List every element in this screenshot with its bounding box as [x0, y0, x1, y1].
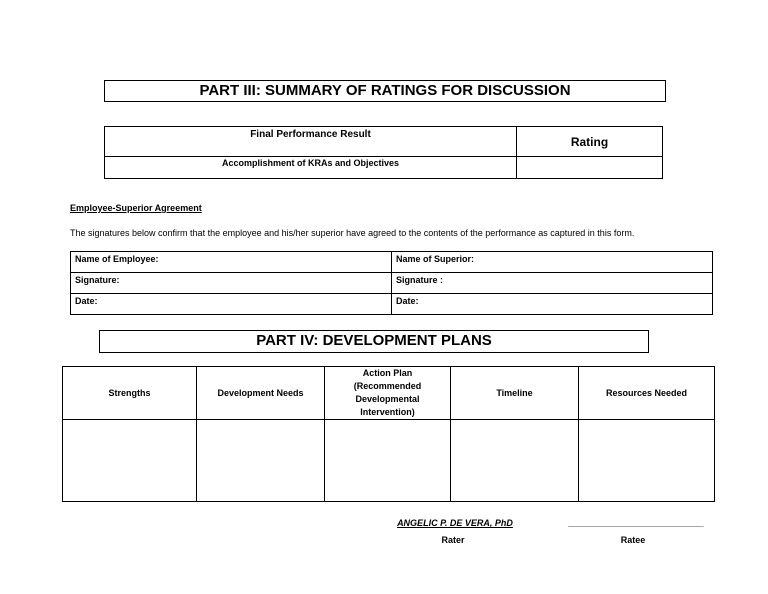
dev-header-row	[63, 367, 715, 420]
timeline-header: Timeline	[451, 367, 579, 420]
development-needs-header: Development Needs	[197, 367, 325, 420]
employee-date-field[interactable]: Date:	[71, 294, 392, 315]
rater-name: ANGELIC P. DE VERA, PhD	[397, 518, 513, 528]
superior-date-field[interactable]: Date:	[392, 294, 713, 315]
employee-name-field[interactable]: Name of Employee:	[71, 252, 392, 273]
table-row	[63, 420, 715, 502]
superior-signature-field[interactable]: Signature :	[392, 273, 713, 294]
strengths-cell[interactable]	[63, 420, 197, 502]
rater-label: Rater	[441, 535, 465, 545]
part3-title: PART III: SUMMARY OF RATINGS FOR DISCUSSION	[104, 80, 666, 102]
kra-rating-cell[interactable]	[517, 157, 663, 179]
signature-table	[70, 251, 713, 315]
table-row	[71, 273, 713, 294]
rating-header: Rating	[517, 127, 663, 157]
employee-signature-field[interactable]: Signature:	[71, 273, 392, 294]
table-row	[71, 294, 713, 315]
resources-needed-cell[interactable]	[579, 420, 715, 502]
final-performance-result-header: Final Performance Result	[105, 127, 517, 157]
development-needs-cell[interactable]	[197, 420, 325, 502]
superior-name-field[interactable]: Name of Superior:	[392, 252, 713, 273]
ratee-label: Ratee	[620, 535, 646, 545]
development-plans-table	[62, 366, 715, 502]
ratee-signature-line: ___________________________	[568, 518, 704, 528]
action-plan-header: Action Plan (Recommended Developmental Intervention)	[325, 367, 451, 420]
table-row	[71, 252, 713, 273]
agreement-text: The signatures below confirm that the employee and his/her superior have agreed to the contents of the performance as captured in this form.	[70, 228, 635, 238]
agreement-heading: Employee-Superior Agreement	[70, 203, 202, 213]
ratings-header-row	[105, 127, 663, 157]
ratings-table	[104, 126, 663, 179]
part4-title: PART IV: DEVELOPMENT PLANS	[99, 330, 649, 353]
timeline-cell[interactable]	[451, 420, 579, 502]
action-plan-cell[interactable]	[325, 420, 451, 502]
strengths-header: Strengths	[63, 367, 197, 420]
table-row	[105, 157, 663, 179]
kra-objectives-cell: Accomplishment of KRAs and Objectives	[105, 157, 517, 179]
resources-needed-header: Resources Needed	[579, 367, 715, 420]
